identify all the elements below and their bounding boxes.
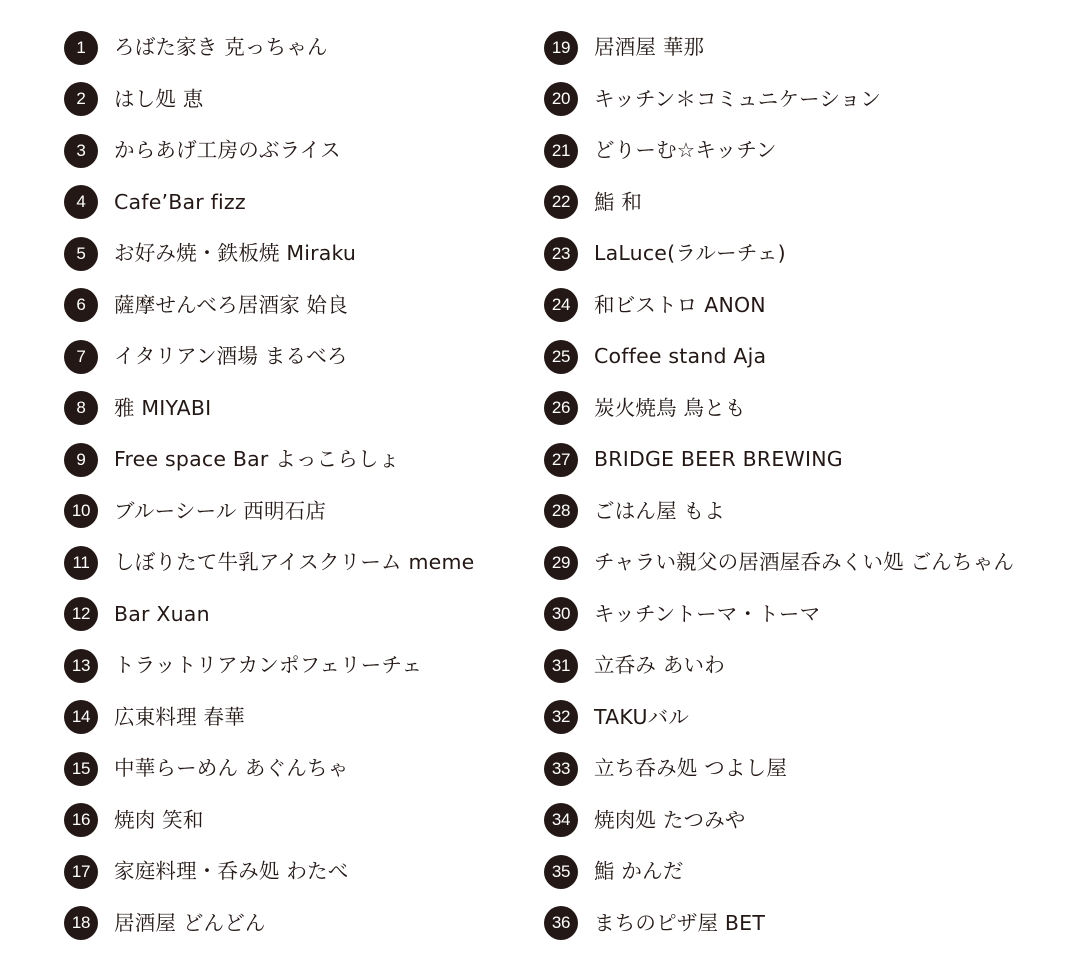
list-item[interactable] [64,898,518,950]
item-label: お好み焼・鉄板焼 Miraku [114,241,357,266]
item-label: 鮨 かんだ [594,859,684,884]
item-number-badge: 23 [544,237,578,271]
item-number-badge: 3 [64,134,98,168]
list-item[interactable] [64,537,518,589]
item-number-badge: 18 [64,906,98,940]
item-label: はし処 恵 [114,86,204,111]
item-label: Cafe’Bar fizz [114,189,246,214]
item-label: ブルーシール 西明石店 [114,498,327,523]
item-label: まちのピザ屋 BET [594,910,766,935]
list-item[interactable] [544,383,1076,435]
item-label: BRIDGE BEER BREWING [594,447,843,472]
list-item[interactable] [544,795,1076,847]
item-label: 広東料理 春華 [114,704,245,729]
item-number-badge: 8 [64,391,98,425]
item-label: しぼりたて牛乳アイスクリーム meme [114,550,475,575]
item-label: 焼肉 笑和 [114,807,204,832]
item-label: トラットリアカンポフェリーチェ [114,653,423,678]
item-label: 焼肉処 たつみや [594,807,746,832]
item-number-badge: 32 [544,700,578,734]
item-number-badge: 16 [64,803,98,837]
list-item[interactable] [544,743,1076,795]
item-number-badge: 36 [544,906,578,940]
list-item[interactable] [544,280,1076,332]
item-label: 和ビストロ ANON [594,292,766,317]
list-item[interactable] [544,589,1076,641]
list-item[interactable] [544,434,1076,486]
item-number-badge: 29 [544,546,578,580]
item-label: 立呑み あいわ [594,653,725,678]
item-label: 雅 MIYABI [114,395,212,420]
list-item[interactable] [544,537,1076,589]
item-number-badge: 11 [64,546,98,580]
list-item[interactable] [544,125,1076,177]
list-item[interactable] [544,692,1076,744]
item-label: 中華らーめん あぐんちゃ [114,756,349,781]
list-item[interactable] [64,434,518,486]
list-item[interactable] [544,228,1076,280]
item-number-badge: 14 [64,700,98,734]
item-label: 立ち呑み処 つよし屋 [594,756,788,781]
item-label: LaLuce(ラルーチェ) [594,241,786,266]
item-label: 鮨 和 [594,189,643,214]
item-label: Free space Bar よっこらしょ [114,447,400,472]
list-item[interactable] [544,331,1076,383]
item-number-badge: 19 [544,31,578,65]
item-label: TAKUバル [594,704,690,729]
list-item[interactable] [64,692,518,744]
item-number-badge: 15 [64,752,98,786]
item-number-badge: 30 [544,597,578,631]
item-number-badge: 26 [544,391,578,425]
item-number-badge: 12 [64,597,98,631]
item-label: 炭火焼鳥 鳥とも [594,395,746,420]
list-item[interactable] [64,589,518,641]
item-label: チャラい親父の居酒屋呑みくい処 ごんちゃん [594,550,1015,575]
list-item[interactable] [544,640,1076,692]
item-number-badge: 1 [64,31,98,65]
list-item[interactable] [544,74,1076,126]
item-label: 家庭料理・呑み処 わたべ [114,859,349,884]
shop-list-column-left [0,22,518,949]
item-number-badge: 17 [64,855,98,889]
item-number-badge: 13 [64,649,98,683]
item-number-badge: 6 [64,288,98,322]
item-number-badge: 33 [544,752,578,786]
item-label: 居酒屋 華那 [594,35,705,60]
item-number-badge: 2 [64,82,98,116]
list-item[interactable] [64,280,518,332]
list-item[interactable] [64,331,518,383]
list-item[interactable] [64,228,518,280]
list-item[interactable] [64,383,518,435]
item-number-badge: 34 [544,803,578,837]
item-label: 薩摩せんべろ居酒家 姶良 [114,292,349,317]
item-label: Bar Xuan [114,601,210,626]
item-number-badge: 24 [544,288,578,322]
list-item[interactable] [544,846,1076,898]
list-item[interactable] [64,125,518,177]
list-item[interactable] [544,22,1076,74]
item-number-badge: 10 [64,494,98,528]
list-item[interactable] [64,640,518,692]
item-number-badge: 21 [544,134,578,168]
item-number-badge: 9 [64,443,98,477]
item-number-badge: 28 [544,494,578,528]
item-number-badge: 4 [64,185,98,219]
item-number-badge: 22 [544,185,578,219]
shop-list-columns [0,22,1076,949]
item-label: からあげ工房のぶライス [114,138,341,163]
item-number-badge: 5 [64,237,98,271]
item-label: ろばた家き 克っちゃん [114,35,328,60]
list-item[interactable] [64,846,518,898]
list-item[interactable] [544,486,1076,538]
list-item[interactable] [64,74,518,126]
item-number-badge: 25 [544,340,578,374]
list-item[interactable] [64,486,518,538]
list-item[interactable] [64,22,518,74]
item-label: 居酒屋 どんどん [114,910,266,935]
item-label: イタリアン酒場 まるべろ [114,344,348,369]
list-item[interactable] [64,795,518,847]
list-item[interactable] [544,898,1076,950]
item-label: どりーむ☆キッチン [594,138,777,163]
item-label: ごはん屋 もよ [594,498,725,523]
item-number-badge: 35 [544,855,578,889]
list-item[interactable] [64,743,518,795]
list-item[interactable] [64,177,518,229]
item-label: キッチン＊コミュニケーション [594,86,882,111]
item-number-badge: 31 [544,649,578,683]
item-number-badge: 27 [544,443,578,477]
list-item[interactable] [544,177,1076,229]
item-number-badge: 7 [64,340,98,374]
item-number-badge: 20 [544,82,578,116]
item-label: Coffee stand Aja [594,344,767,369]
shop-list-column-right [518,22,1076,949]
item-label: キッチントーマ・トーマ [594,601,821,626]
